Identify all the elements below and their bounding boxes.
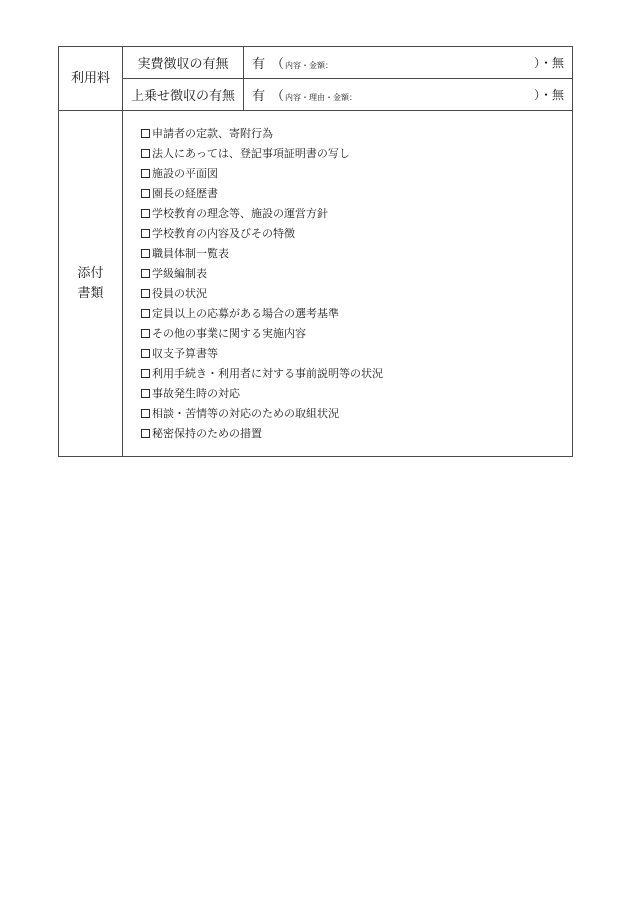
attachment-item[interactable]: [141, 184, 572, 204]
attachment-item[interactable]: [141, 144, 572, 164]
fee-surcharge-yes[interactable]: 有: [252, 89, 266, 104]
attachments-list-cell: [123, 111, 573, 457]
attachment-item-label: 法人にあっては、登記事項証明書の写し: [152, 146, 350, 160]
attachments-heading-line1: 添付: [77, 265, 104, 281]
attachments-checklist: [123, 124, 572, 444]
fee-actual-cost-label-cell: [123, 47, 244, 79]
fee-actual-cost-yes[interactable]: 有: [252, 57, 266, 72]
attachment-item[interactable]: [141, 244, 572, 264]
checkbox-icon[interactable]: [141, 149, 150, 158]
checkbox-icon[interactable]: [141, 169, 150, 178]
fees-heading-label: 利用料: [70, 70, 110, 86]
fee-actual-cost-paren-open: （: [271, 57, 285, 72]
checkbox-icon[interactable]: [141, 429, 150, 438]
fee-surcharge-value-cell[interactable]: [244, 79, 573, 111]
attachment-item-label: 定員以上の応募がある場合の選考基準: [152, 306, 339, 320]
attachments-heading-line2: 書類: [77, 285, 104, 301]
attachment-item[interactable]: [141, 124, 572, 144]
fee-actual-cost-label: 実費徴収の有無: [137, 57, 229, 72]
checkbox-icon[interactable]: [141, 289, 150, 298]
checkbox-icon[interactable]: [141, 129, 150, 138]
attachment-item-label: その他の事業に関する実施内容: [152, 326, 306, 340]
checkbox-icon[interactable]: [141, 249, 150, 258]
fee-actual-cost-detail-label: 内容・金額：: [285, 61, 334, 70]
attachment-item-label: 相談・苦情等の対応のための取組状況: [152, 406, 339, 420]
attachment-item-label: 学級編制表: [152, 266, 207, 280]
checkbox-icon[interactable]: [141, 389, 150, 398]
attachments-heading: [59, 111, 123, 457]
fee-surcharge-label-cell: [123, 79, 244, 111]
attachment-item-label: 利用手続き・利用者に対する事前説明等の状況: [152, 366, 383, 380]
attachment-item-label: 秘密保持のための措置: [152, 426, 262, 440]
fee-surcharge-paren-open: （: [271, 89, 285, 104]
checkbox-icon[interactable]: [141, 349, 150, 358]
checkbox-icon[interactable]: [141, 409, 150, 418]
attachment-item[interactable]: [141, 324, 572, 344]
fee-row-actual-cost: [59, 47, 573, 79]
attachment-item-label: 役員の状況: [152, 286, 207, 300]
attachment-item-label: 申請者の定款、寄附行為: [152, 126, 273, 140]
attachment-item-label: 学校教育の内容及びその特徴: [152, 226, 295, 240]
checkbox-icon[interactable]: [141, 189, 150, 198]
fee-surcharge-no[interactable]: ）・無: [533, 88, 564, 102]
attachment-item[interactable]: [141, 284, 572, 304]
attachment-item-label: 学校教育の理念等、施設の運営方針: [152, 206, 328, 220]
attachment-item[interactable]: [141, 204, 572, 224]
checkbox-icon[interactable]: [141, 329, 150, 338]
fee-surcharge-detail-label: 内容・理由・金額：: [285, 93, 358, 102]
attachment-item[interactable]: [141, 364, 572, 384]
checkbox-icon[interactable]: [141, 269, 150, 278]
attachment-item-label: 職員体制一覧表: [152, 246, 229, 260]
fee-surcharge-label: 上乗せ徴収の有無: [130, 89, 235, 104]
attachment-item[interactable]: [141, 384, 572, 404]
checkbox-icon[interactable]: [141, 229, 150, 238]
checkbox-icon[interactable]: [141, 369, 150, 378]
attachment-item[interactable]: [141, 264, 572, 284]
attachment-item-label: 事故発生時の対応: [152, 386, 240, 400]
attachment-item-label: 園長の経歴書: [152, 186, 218, 200]
attachment-item[interactable]: [141, 344, 572, 364]
checkbox-icon[interactable]: [141, 209, 150, 218]
attachment-item[interactable]: [141, 304, 572, 324]
attachment-item-label: 施設の平面図: [152, 166, 218, 180]
attachment-item-label: 収支予算書等: [152, 346, 218, 360]
attachment-item[interactable]: [141, 424, 572, 444]
fees-heading: [59, 47, 123, 111]
checkbox-icon[interactable]: [141, 309, 150, 318]
application-form-table: [58, 46, 573, 457]
fee-actual-cost-value-cell[interactable]: [244, 47, 573, 79]
attachment-item[interactable]: [141, 164, 572, 184]
fee-row-surcharge: [59, 79, 573, 111]
attachment-item[interactable]: [141, 224, 572, 244]
fee-actual-cost-no[interactable]: ）・無: [533, 56, 564, 70]
attachment-item[interactable]: [141, 404, 572, 424]
attachments-row: [59, 111, 573, 457]
